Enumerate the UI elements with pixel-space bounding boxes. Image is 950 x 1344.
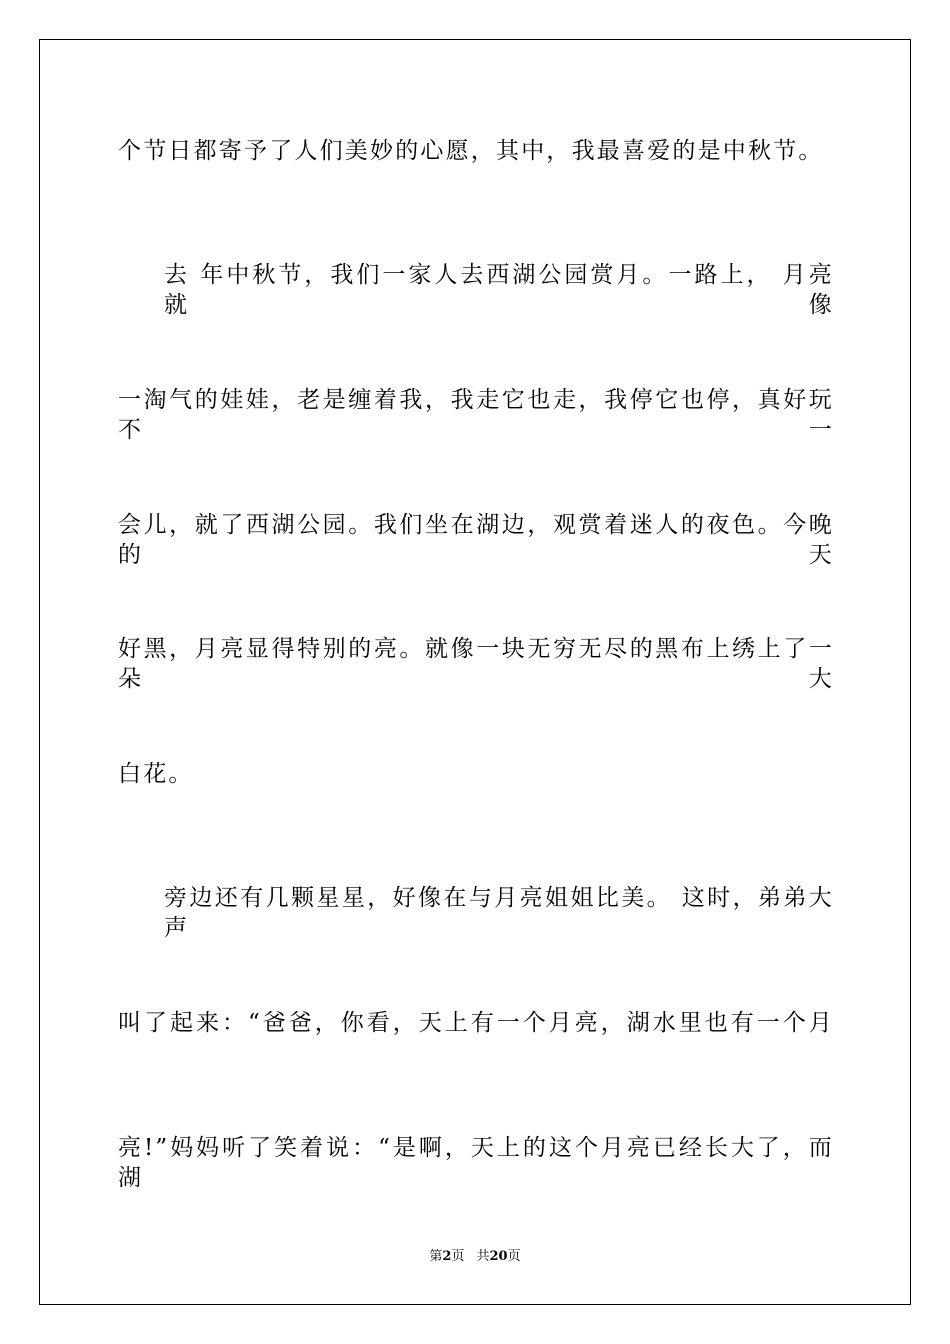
text-line: 好黑，月亮显得特别的亮。就像一块无穷无尽的黑布上绣上了一朵大 [118,636,834,692]
text-line: 一淘气的娃娃，老是缠着我，我走它也走，我停它也停，真好玩不一 [118,387,834,443]
page-number: 2 [442,1249,452,1264]
text-line: 亮!”妈妈听了笑着说：“是啊，天上的这个月亮已经长大了，而湖 [118,1135,834,1191]
text-line: 叫了起来：“爸爸，你看，天上有一个月亮，湖水里也有一个月 [118,1010,834,1036]
text-line: 会儿，就了西湖公园。我们坐在湖边，观赏着迷人的夜色。今晚的天 [118,512,834,568]
total-label-suffix: 页 [507,1249,521,1264]
text-line: 个节日都寄予了人们美妙的心愿，其中，我最喜爱的是中秋节。 [118,138,824,164]
text-line: 白花。 [118,761,194,787]
text-line: 去 年中秋节，我们一家人去西湖公园赏月。一路上， 月亮就像 [164,262,834,318]
text-line: 旁边还有几颗星星，好像在与月亮姐姐比美。 这时，弟弟大声 [164,885,834,941]
total-pages: 20 [489,1249,508,1264]
page-footer [0,1248,950,1266]
page-label-prefix: 第 [429,1249,443,1264]
total-label-prefix: 共 [476,1249,490,1264]
page-label-suffix: 页 [451,1249,465,1264]
